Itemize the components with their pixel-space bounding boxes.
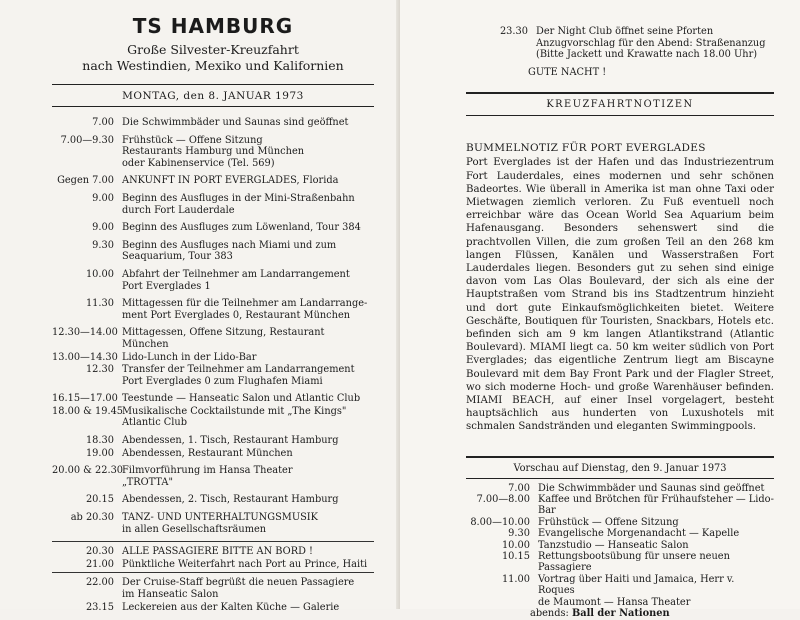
schedule-text: Kaffee und Brötchen für Frühaufsteher — Lido-Bar <box>538 494 774 517</box>
schedule-text: Abfahrt der Teilnehmer am Landarrangement Port Everglades 1 <box>122 268 350 292</box>
schedule-row <box>52 298 374 321</box>
schedule-time: 16.15—17.00 <box>52 393 118 405</box>
schedule-row <box>52 222 374 234</box>
schedule-row <box>52 512 374 535</box>
schedule-text: Frühstück — Offene Sitzung Restaurants Hamburg und München oder Kabinenservice (Tel. 569) <box>122 134 305 169</box>
right-page <box>400 0 800 620</box>
good-night: GUTE NACHT ! <box>528 66 607 78</box>
schedule-time: 7.00—9.30 <box>60 134 114 146</box>
schedule-row <box>52 327 374 350</box>
schedule-row <box>52 135 374 170</box>
schedule-row <box>52 494 374 506</box>
schedule-text: Beginn des Ausfluges nach Miami und zum Seaquarium, Tour 383 <box>122 239 337 263</box>
day-schedule <box>52 117 374 613</box>
schedule-separator <box>52 541 374 542</box>
schedule-text: Beginn des Ausfluges in der Mini-Straßenbahn durch Fort Lauderdale <box>122 192 355 216</box>
schedule-row <box>52 577 374 600</box>
preview-evening-event: Ball der Nationen <box>571 608 670 620</box>
schedule-separator <box>52 572 374 573</box>
schedule-row <box>52 269 374 292</box>
schedule-text: Tanzstudio — Hanseatic Salon <box>538 539 689 551</box>
preview-schedule <box>466 483 774 608</box>
schedule-text: Teestunde — Hanseatic Salon und Atlantic Club <box>122 393 361 405</box>
schedule-row <box>52 193 374 216</box>
schedule-text: Filmvorführung im Hansa Theater „TROTTA" <box>122 465 293 488</box>
schedule-row <box>52 393 374 405</box>
schedule-time: 8.00—10.00 <box>470 516 530 528</box>
left-page <box>0 0 400 613</box>
schedule-row <box>52 117 374 129</box>
schedule-row <box>52 240 374 263</box>
schedule-text: TANZ- UND UNTERHALTUNGSMUSIK in allen Gesellschaftsräumen <box>122 512 318 535</box>
schedule-time: 9.00 <box>92 222 114 234</box>
notes-header: KREUZFAHRTNOTIZEN <box>466 92 774 116</box>
schedule-text: Abendessen, Restaurant München <box>122 447 293 459</box>
schedule-row <box>52 364 374 387</box>
schedule-row <box>52 435 374 447</box>
schedule-text: ALLE PASSAGIERE BITTE AN BORD ! <box>122 546 313 558</box>
schedule-time: 18.30 <box>85 435 114 447</box>
schedule-time: 20.00 & 22.30 <box>52 465 124 477</box>
schedule-time: 7.00—8.00 <box>476 494 530 506</box>
schedule-text: Rettungsbootsübung für unsere neuen Passagiere <box>538 551 730 574</box>
schedule-time: 9.00 <box>92 192 114 204</box>
schedule-time: 23.15 <box>85 601 114 613</box>
schedule-time: 12.30 <box>85 364 114 376</box>
schedule-text: Die Schwimmbäder und Saunas sind geöffnet <box>122 117 349 128</box>
note-title: BUMMELNOTIZ FÜR PORT EVERGLADES <box>466 142 706 155</box>
schedule-time: 9.30 <box>508 528 530 540</box>
schedule-text: Evangelische Morgenandacht — Kapelle <box>538 528 740 540</box>
schedule-time: 7.00 <box>92 117 114 128</box>
schedule-time: 13.00—14.30 <box>52 351 118 363</box>
ship-title: TS HAMBURG <box>132 14 294 38</box>
schedule-time: 10.15 <box>501 551 530 563</box>
schedule-text: Der Night Club öffnet seine Pforten Anzugvorschlag für den Abend: Straßenanzug (Bitte Jackett und Krawatte nach 18.00 Uhr) <box>536 26 766 61</box>
subtitle-line-1: Große Silvester-Kreuzfahrt <box>127 42 299 57</box>
schedule-text: Abendessen, 1. Tisch, Restaurant Hamburg <box>122 435 339 447</box>
preview-evening-prefix: abends: <box>530 608 572 620</box>
schedule-time: ab 20.30 <box>70 512 114 524</box>
schedule-time: 20.15 <box>85 494 114 506</box>
schedule-time: 10.00 <box>85 268 114 280</box>
schedule-text: Lido-Lunch in der Lido-Bar <box>122 351 257 363</box>
schedule-row <box>52 602 374 614</box>
schedule-continued <box>466 26 774 61</box>
preview-evening <box>530 608 774 619</box>
schedule-text: Transfer der Teilnehmer am Landarrangement Port Everglades 0 zum Flughafen Miami <box>122 364 355 387</box>
note-body: Port Everglades ist der Hafen und das Industriezentrum Fort Lauderdales, eines modernen und sehr schönen Badeortes. Wie überall in Amerika ist man ohne Taxi oder Mietwagen ziemlich verloren. Zu Fuß eventuell noch erreichbar wäre das Ocean World Sea Aquarium beim Hafenausgang. Besonders sehenswert sind die prachtvollen Villen, die zum großen Teil an den 268 km langen Flüssen, Kanälen und Wasserstraßen Fort Lauderdales liegen. Besonders gut zu sehen sind einige davon vom Las Olas Boulevard, der sich als eine der Hauptstraßen vom Strand bis ins Stadtzentrum hinzieht und dort gute Einkaufsmöglichkeiten bietet. Weitere Geschäfte, Boutiquen für Touristen, Snackbars, Hotels etc. befinden sich am 9 km langen Atlantikstrand (Atlantic Boulevard). MIAMI liegt ca. 50 km weiter südlich von Port Everglades; das eigentliche Zentrum liegt am Biscayne Boulevard mit dem Bay Front Park und der Flagler Street, wo sich moderne Hoch- und große Warenhäuser befinden. MIAMI BEACH, auf einer Insel vorgelagert, besteht hauptsächlich aus hunderten von Luxushotels mit schmalen Sandstränden und eleganten Swimmingpools. <box>466 157 774 433</box>
schedule-text: Abendessen, 2. Tisch, Restaurant Hamburg <box>122 494 339 506</box>
schedule-text: Musikalische Cocktailstunde mit „The Kings" Atlantic Club <box>122 405 347 429</box>
schedule-row <box>466 494 774 517</box>
schedule-row <box>52 175 374 187</box>
schedule-time: 9.30 <box>92 239 114 251</box>
schedule-row <box>52 559 374 571</box>
schedule-row <box>466 483 774 494</box>
schedule-row <box>52 406 374 429</box>
schedule-row <box>466 574 774 608</box>
schedule-time: 12.30—14.00 <box>52 327 118 339</box>
schedule-text: Vortrag über Haiti und Jamaica, Herr v. Roques de Maumont — Hansa Theater <box>538 573 735 608</box>
schedule-text: Beginn des Ausfluges zum Löwenland, Tour 384 <box>122 222 361 234</box>
schedule-time: 23.30 <box>499 26 528 37</box>
schedule-time: 19.00 <box>85 447 114 459</box>
schedule-text: Die Schwimmbäder und Saunas sind geöffnet <box>538 482 765 494</box>
schedule-time: 11.30 <box>85 298 114 310</box>
schedule-row <box>52 352 374 364</box>
schedule-time: Gegen 7.00 <box>57 175 114 187</box>
schedule-row <box>52 448 374 460</box>
schedule-time: 11.00 <box>501 573 530 585</box>
schedule-text: Mittagessen für die Teilnehmer am Landarrange- ment Port Everglades 0, Restaurant München <box>122 298 368 321</box>
schedule-time: 22.00 <box>85 577 114 589</box>
schedule-text: Mittagessen, Offene Sitzung, Restaurant München <box>122 327 325 350</box>
schedule-row <box>52 546 374 558</box>
schedule-time: 18.00 & 19.45 <box>52 405 124 417</box>
schedule-time: 20.30 <box>85 546 114 558</box>
schedule-row <box>466 26 774 61</box>
schedule-text: ANKUNFT IN PORT EVERGLADES, Florida <box>122 175 339 187</box>
subtitle-line-2: nach Westindien, Mexiko und Kalifornien <box>82 58 344 73</box>
schedule-time: 10.00 <box>501 539 530 551</box>
schedule-row <box>466 517 774 528</box>
schedule-row <box>466 540 774 551</box>
schedule-text: Der Cruise-Staff begrüßt die neuen Passagiere im Hanseatic Salon <box>122 577 355 600</box>
schedule-time: 7.00 <box>508 482 530 494</box>
schedule-text: Leckereien aus der Kalten Küche — Galerie <box>122 601 340 613</box>
day-header: MONTAG, den 8. JANUAR 1973 <box>52 84 374 107</box>
schedule-row <box>466 551 774 574</box>
cruise-subtitle <box>52 42 374 74</box>
schedule-row <box>52 465 374 488</box>
schedule-text: Pünktliche Weiterfahrt nach Port au Prince, Haiti <box>122 558 368 570</box>
schedule-row <box>466 528 774 539</box>
schedule-time: 21.00 <box>85 558 114 570</box>
preview-header: Vorschau auf Dienstag, den 9. Januar 1973 <box>466 456 774 479</box>
schedule-text: Frühstück — Offene Sitzung <box>538 516 679 528</box>
